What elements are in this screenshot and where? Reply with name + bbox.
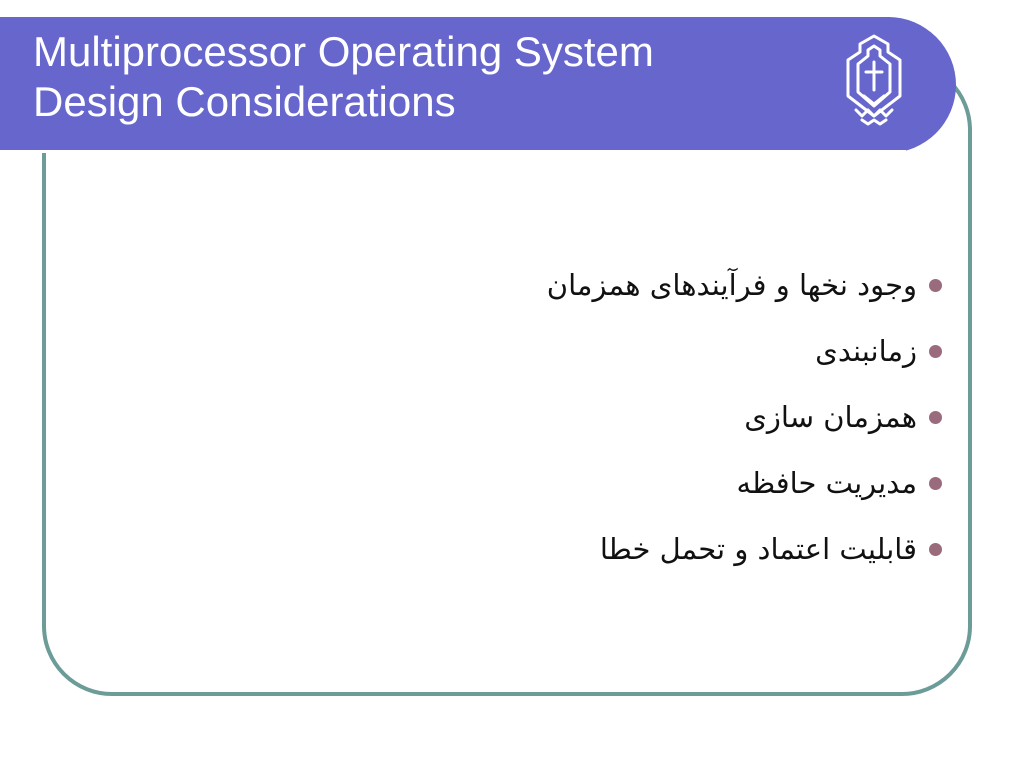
bullet-text: مدیریت حافظه — [736, 466, 917, 500]
list-item — [547, 516, 942, 582]
university-logo-icon — [842, 34, 906, 126]
bullet-dot-icon — [929, 477, 942, 490]
slide-title-line-1: Multiprocessor Operating System — [33, 28, 654, 75]
slide-title-line-2: Design Considerations — [33, 78, 456, 125]
slide-title — [33, 27, 793, 127]
bullet-text: قابلیت اعتماد و تحمل خطا — [599, 532, 917, 566]
bullet-text: زمانبندی — [815, 334, 917, 368]
list-item — [547, 384, 942, 450]
title-underline — [0, 150, 906, 153]
bullet-dot-icon — [929, 411, 942, 424]
list-item — [547, 252, 942, 318]
bullet-dot-icon — [929, 543, 942, 556]
bullet-dot-icon — [929, 279, 942, 292]
bullet-text: همزمان سازی — [744, 400, 917, 434]
bullet-dot-icon — [929, 345, 942, 358]
bullet-list — [547, 252, 942, 582]
list-item — [547, 318, 942, 384]
list-item — [547, 450, 942, 516]
bullet-text: وجود نخها و فرآیندهای همزمان — [546, 268, 917, 302]
